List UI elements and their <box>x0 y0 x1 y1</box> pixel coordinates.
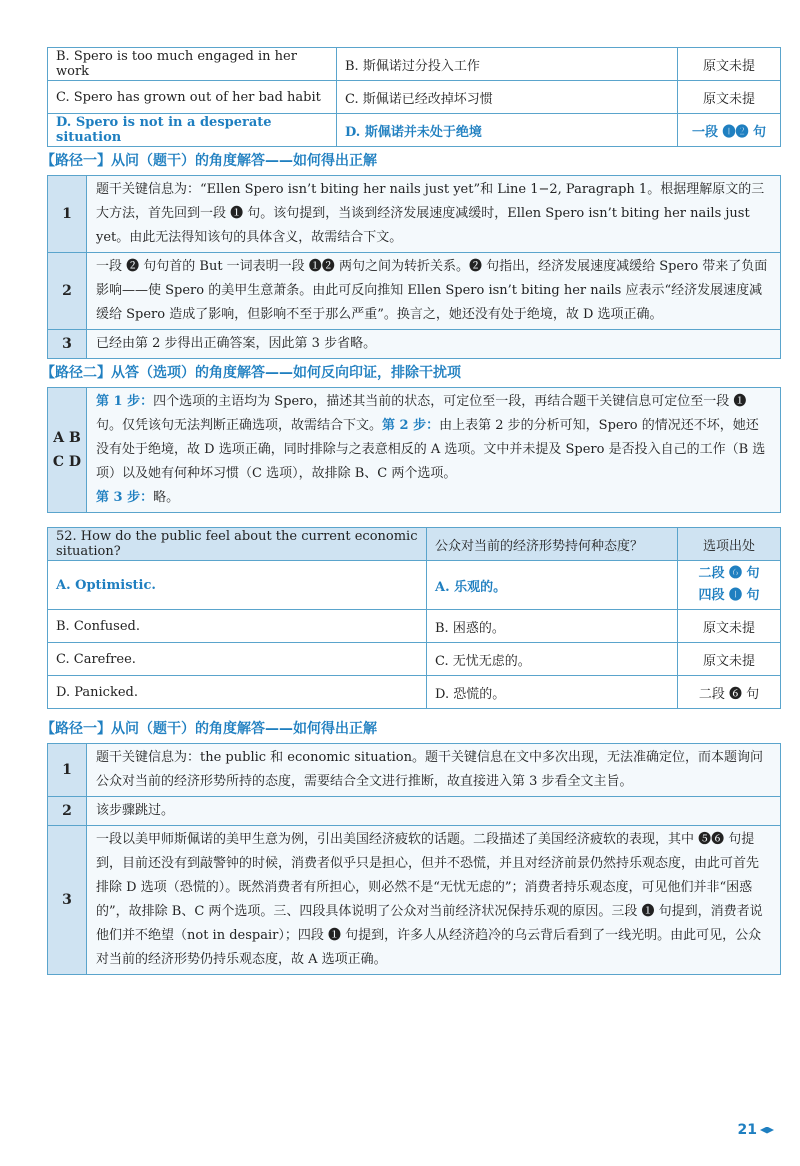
option-source: 二段 ❻ 句 <box>678 676 781 709</box>
step-row <box>48 388 781 513</box>
path-one-steps-51 <box>47 175 781 359</box>
option-en: A. Optimistic. <box>48 561 427 610</box>
question-zh: 公众对当前的经济形势持何种态度？ <box>427 528 678 561</box>
step-row <box>48 330 781 359</box>
table-row <box>48 48 781 81</box>
options-label-line1: A B <box>53 430 81 446</box>
step-row <box>48 744 781 797</box>
option-source: 原文未提 <box>678 81 781 114</box>
options-label-line2: C D <box>52 454 82 470</box>
options-label <box>48 388 87 513</box>
step1-label: 第 1 步： <box>96 394 154 409</box>
step3-text: 略。 <box>153 490 180 505</box>
step-text: 一段以美甲师斯佩诺的美甲生意为例，引出美国经济疲软的话题。二段描述了美国经济疲软的表现，其中 ❺❻ 句提到，目前还没有到敲警钟的时候，消费者似乎只是担心，但并不恐慌，并且对经济前景仍然持乐观态度，由此可首先排除 D 选项（恐慌的）。既然消费者有所担心，则必然不是“无忧无虑的”；消费者持乐观态度，可见他们并非“困惑的”，故排除 B、C 两个选项。三、四段具体说明了公众对当前经济状况保持乐观的原因。三段 ❶ 句提到，消费者说他们并不绝望（not in despair）；四段 ❶ 句提到，许多人从经济趋冷的乌云背后看到了一线光明。由此可见，公众对当前的经济形势仍持乐观态度，故 A 选项正确。 <box>87 826 781 975</box>
step-number: 2 <box>48 253 87 330</box>
step-number: 1 <box>48 744 87 797</box>
option-source-line2: 四段 ❶ 句 <box>698 588 760 603</box>
option-zh: D. 恐慌的。 <box>427 676 678 709</box>
page-number <box>738 1122 774 1138</box>
option-zh: B. 斯佩诺过分投入工作 <box>337 48 678 81</box>
page-number-text: 21 <box>737 1122 757 1138</box>
option-en: D. Spero is not in a desperate situation <box>48 114 337 147</box>
path-one-heading-52: 【路径一】从问（题干）的角度解答——如何得出正解 <box>41 721 377 737</box>
option-en: D. Panicked. <box>48 676 427 709</box>
step-number: 3 <box>48 826 87 975</box>
option-zh: B. 困惑的。 <box>427 610 678 643</box>
step2-label: 第 2 步： <box>382 418 440 433</box>
step-text <box>87 388 781 513</box>
option-en: B. Spero is too much engaged in her work <box>48 48 337 81</box>
path-one-heading: 【路径一】从问（题干）的角度解答——如何得出正解 <box>41 153 377 169</box>
step2-text: 由上表第 2 步的分析可知，Spero 的情况还不坏，她还没有处于绝境，故 D 选项正确，同时排除与之表意相反的 A 选项。文中并未提及 Spero 是否投入自己的工作（B 选项）以及她有何种坏习惯（C 选项），故排除 B、C 两个选项。 <box>96 418 766 481</box>
options-table-52 <box>47 527 781 709</box>
path-one-steps-52 <box>47 743 781 975</box>
step-number: 1 <box>48 176 87 253</box>
option-zh: C. 斯佩诺已经改掉坏习惯 <box>337 81 678 114</box>
option-en: C. Spero has grown out of her bad habit <box>48 81 337 114</box>
step-text: 该步骤跳过。 <box>87 797 781 826</box>
table-row <box>48 676 781 709</box>
step-row <box>48 826 781 975</box>
option-source: 原文未提 <box>678 48 781 81</box>
option-zh: A. 乐观的。 <box>427 561 678 610</box>
step-row <box>48 253 781 330</box>
step-text: 已经由第 2 步得出正确答案，因此第 3 步省略。 <box>87 330 781 359</box>
option-source: 原文未提 <box>678 610 781 643</box>
step-row <box>48 176 781 253</box>
step-text: 题干关键信息为：“Ellen Spero isn’t biting her nails just yet”和 Line 1−2, Paragraph 1。根据理解原文的三大方法，首先回到一段 ❶ 句。该句提到，当谈到经济发展速度减缓时，Ellen Spero isn’t biting her nails just yet。由此无法得知该句的具体含义，故需结合下文。 <box>87 176 781 253</box>
option-zh: C. 无忧无虑的。 <box>427 643 678 676</box>
option-source-line1: 二段 ❻ 句 <box>698 566 760 581</box>
question-en: 52. How do the public feel about the current economic situation? <box>48 528 427 561</box>
option-en: B. Confused. <box>48 610 427 643</box>
step-number: 2 <box>48 797 87 826</box>
table-row <box>48 81 781 114</box>
table-row-correct <box>48 561 781 610</box>
option-en: C. Carefree. <box>48 643 427 676</box>
page-content <box>41 47 781 975</box>
step3-label: 第 3 步： <box>96 490 154 505</box>
table-row-correct <box>48 114 781 147</box>
option-zh: D. 斯佩诺并未处于绝境 <box>337 114 678 147</box>
table-row <box>48 610 781 643</box>
source-header: 选项出处 <box>678 528 781 561</box>
table-row <box>48 643 781 676</box>
path-two-heading: 【路径二】从答（选项）的角度解答——如何反向印证，排除干扰项 <box>41 365 461 381</box>
option-source <box>678 561 781 610</box>
options-table-51 <box>47 47 781 147</box>
option-source: 原文未提 <box>678 643 781 676</box>
step-number: 3 <box>48 330 87 359</box>
step-text: 一段 ❷ 句句首的 But 一词表明一段 ❶❷ 两句之间为转折关系。❷ 句指出，经济发展速度减缓给 Spero 带来了负面影响——使 Spero 的美甲生意萧条。由此可反向推知 Ellen Spero isn’t biting her nails 应表示“经济发展速度减缓给 Spero 造成了影响，但影响不至于那么严重”。换言之，她还没有处于绝境，故 D 选项正确。 <box>87 253 781 330</box>
table-header-row <box>48 528 781 561</box>
step-row <box>48 797 781 826</box>
step1-text: 四个选项的主语均为 Spero，描述其当前的状态，可定位至一段，再结合题干关键信息可定位至一段 ❶ 句。仅凭该句无法判断正确选项，故需结合下文。 <box>96 394 747 433</box>
graduation-cap-icon <box>760 1127 774 1134</box>
step-text: 题干关键信息为：the public 和 economic situation。题干关键信息在文中多次出现，无法准确定位，而本题询问公众对当前的经济形势所持的态度，需要结合全文进行推断，故直接进入第 3 步看全文主旨。 <box>87 744 781 797</box>
path-two-steps-51 <box>47 387 781 513</box>
option-source: 一段 ❶❷ 句 <box>678 114 781 147</box>
